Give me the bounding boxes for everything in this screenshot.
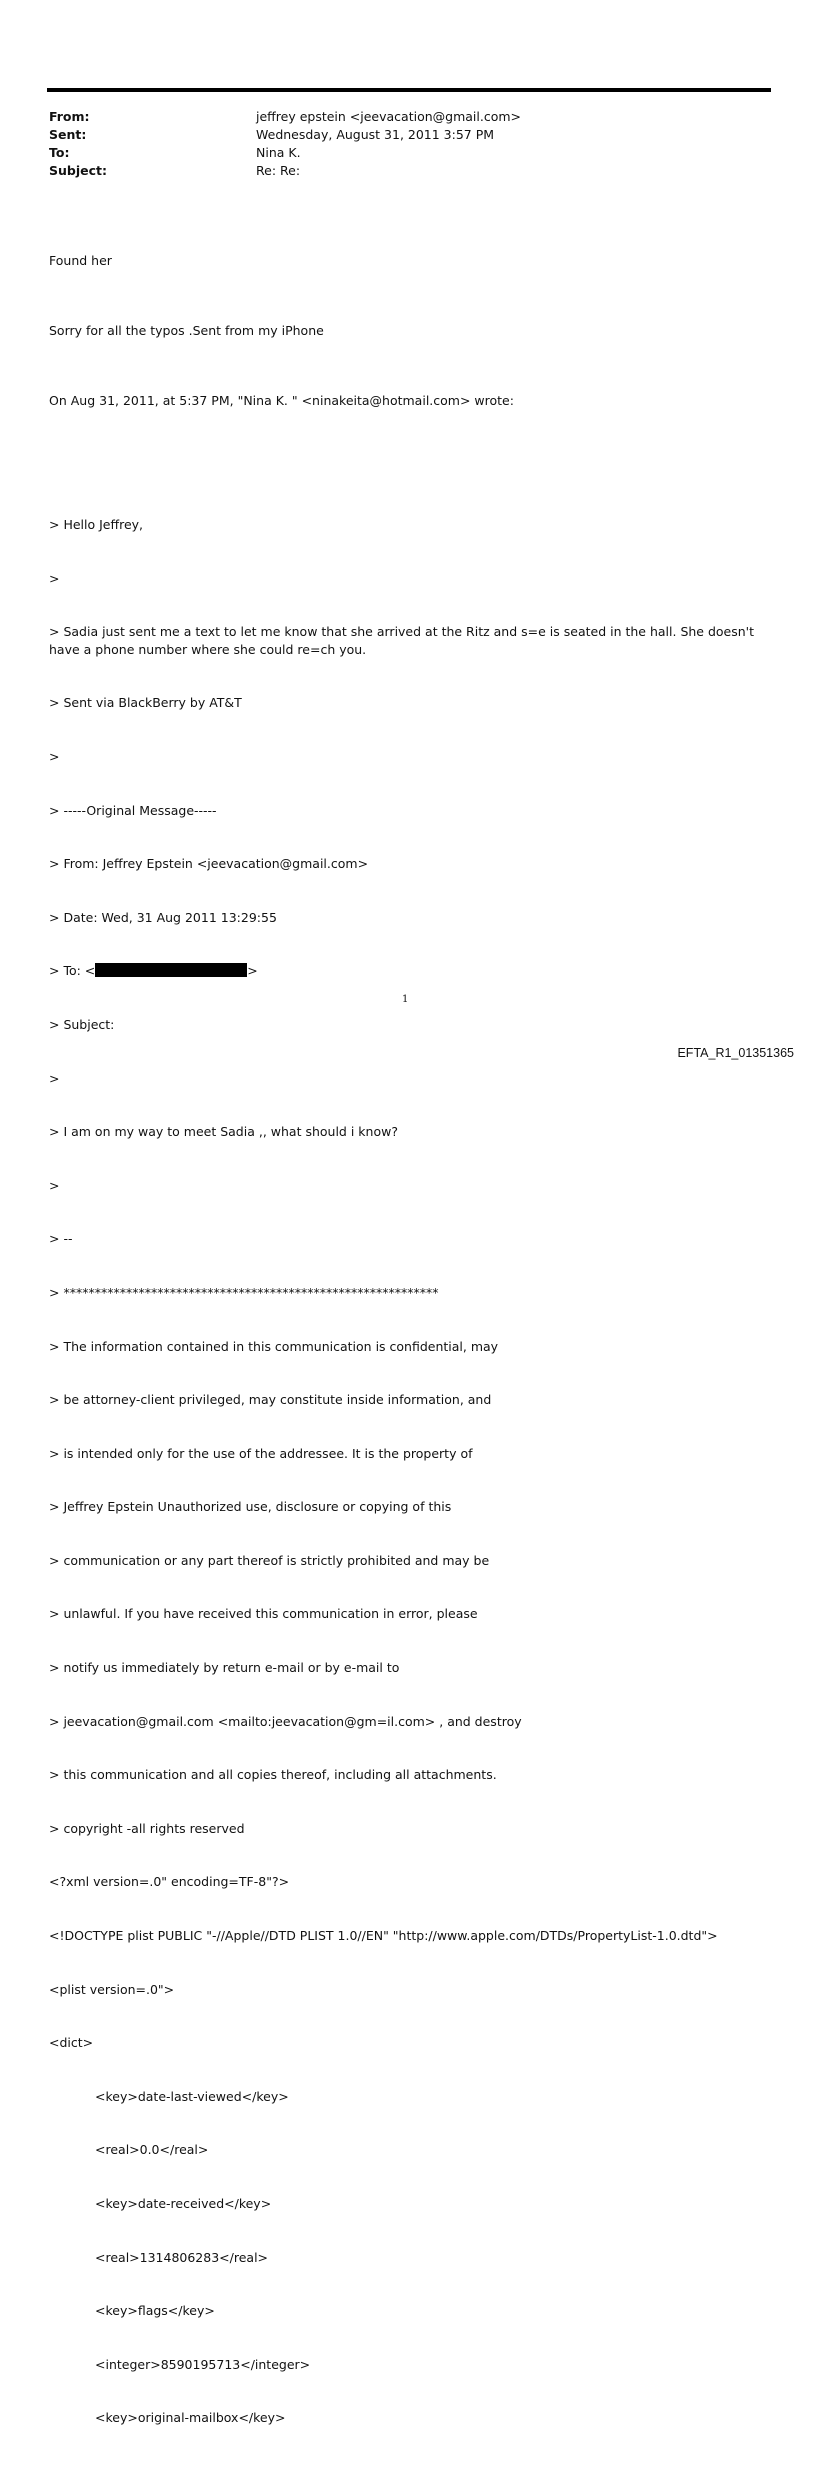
sent-value: Wednesday, August 31, 2011 3:57 PM bbox=[256, 127, 495, 142]
xml-line: <key>date-received</key> bbox=[95, 2196, 272, 2211]
subject-value: Re: Re: bbox=[256, 163, 301, 178]
quoted-line: > this communication and all copies thereof, including all attachments. bbox=[49, 1767, 497, 1783]
from-value: jeffrey epstein <jeevacation@gmail.com> bbox=[256, 109, 522, 124]
quoted-line: > unlawful. If you have received this communication in error, please bbox=[49, 1606, 478, 1622]
quoted-to-suffix: > bbox=[247, 963, 258, 979]
quoted-line: > Jeffrey Epstein Unauthorized use, disclosure or copying of this bbox=[49, 1499, 452, 1515]
subject-label: Subject: bbox=[49, 163, 107, 178]
email-header bbox=[49, 108, 521, 180]
quoted-line: > I am on my way to meet Sadia ,, what should i know? bbox=[49, 1124, 398, 1140]
quoted-line: > bbox=[49, 1070, 60, 1086]
xml-line: <!DOCTYPE plist PUBLIC "-//Apple//DTD PLIST 1.0//EN" "http://www.apple.com/DTDs/PropertyList-1.0.dtd"> bbox=[49, 1928, 718, 1944]
redaction-block bbox=[95, 963, 247, 977]
to-label: To: bbox=[49, 145, 70, 160]
quoted-line: > notify us immediately by return e-mail or by e-mail to bbox=[49, 1660, 400, 1676]
xml-line: <key>flags</key> bbox=[95, 2303, 215, 2319]
body-line: Found her bbox=[49, 253, 112, 268]
to-row bbox=[49, 144, 521, 162]
email-body bbox=[49, 216, 769, 2481]
from-label: From: bbox=[49, 109, 90, 124]
quoted-line: > Date: Wed, 31 Aug 2011 13:29:55 bbox=[49, 909, 277, 925]
header-rule bbox=[47, 88, 771, 92]
sent-label: Sent: bbox=[49, 127, 87, 142]
xml-line: <real>1314806283</real> bbox=[95, 2249, 269, 2265]
quoted-line: > is intended only for the use of the addressee. It is the property of bbox=[49, 1445, 473, 1461]
quoted-line: > -- bbox=[49, 1231, 73, 1247]
quoted-line: > From: Jeffrey Epstein <jeevacation@gmail.com> bbox=[49, 856, 369, 872]
quoted-line: > Sadia just sent me a text to let me know that she arrived at the Ritz and s=e is seated in the hall. She doesn't have a phone number where she could re=ch you. bbox=[49, 624, 755, 657]
quoted-line: > copyright -all rights reserved bbox=[49, 1820, 245, 1836]
xml-line: <dict> bbox=[49, 2035, 94, 2051]
bates-number: EFTA_R1_01351365 bbox=[677, 1046, 794, 1060]
to-value: Nina K. bbox=[256, 145, 301, 160]
quoted-line: > be attorney-client privileged, may constitute inside information, and bbox=[49, 1392, 492, 1408]
quoted-to-line bbox=[49, 962, 769, 980]
quoted-line: > Subject: bbox=[49, 1016, 115, 1032]
subject-row bbox=[49, 162, 521, 180]
xml-line: <real>0.0</real> bbox=[95, 2142, 209, 2158]
sent-row bbox=[49, 126, 521, 144]
quoted-line: > bbox=[49, 748, 60, 764]
quoted-line: > Sent via BlackBerry by AT&T bbox=[49, 695, 242, 711]
from-row bbox=[49, 108, 521, 126]
quoted-to-prefix: > To: < bbox=[49, 963, 96, 979]
xml-line: <key>date-last-viewed</key> bbox=[95, 2088, 289, 2104]
quoted-line: > -----Original Message----- bbox=[49, 802, 217, 818]
xml-line: <integer>8590195713</integer> bbox=[95, 2356, 311, 2372]
xml-line: <?xml version=.0" encoding=TF-8"?> bbox=[49, 1874, 290, 1890]
page-number: 1 bbox=[402, 994, 409, 1005]
quoted-line: > The information contained in this communication is confidential, may bbox=[49, 1338, 499, 1354]
body-line: Sorry for all the typos .Sent from my iPhone bbox=[49, 323, 324, 338]
quoted-line: > ************************************************************ bbox=[49, 1284, 439, 1300]
xml-line: <plist version=.0"> bbox=[49, 1981, 175, 1997]
xml-line: <key>original-mailbox</key> bbox=[95, 2410, 286, 2426]
quoted-line: > communication or any part thereof is strictly prohibited and may be bbox=[49, 1552, 490, 1568]
quoted-line: > bbox=[49, 570, 60, 586]
body-line: On Aug 31, 2011, at 5:37 PM, "Nina K. " <ninakeita@hotmail.com> wrote: bbox=[49, 393, 514, 408]
quoted-line: > jeevacation@gmail.com <mailto:jeevacation@gm=il.com> , and destroy bbox=[49, 1713, 522, 1729]
quoted-line: > Hello Jeffrey, bbox=[49, 517, 144, 532]
quoted-message bbox=[49, 480, 769, 2463]
quoted-line: > bbox=[49, 1177, 60, 1193]
